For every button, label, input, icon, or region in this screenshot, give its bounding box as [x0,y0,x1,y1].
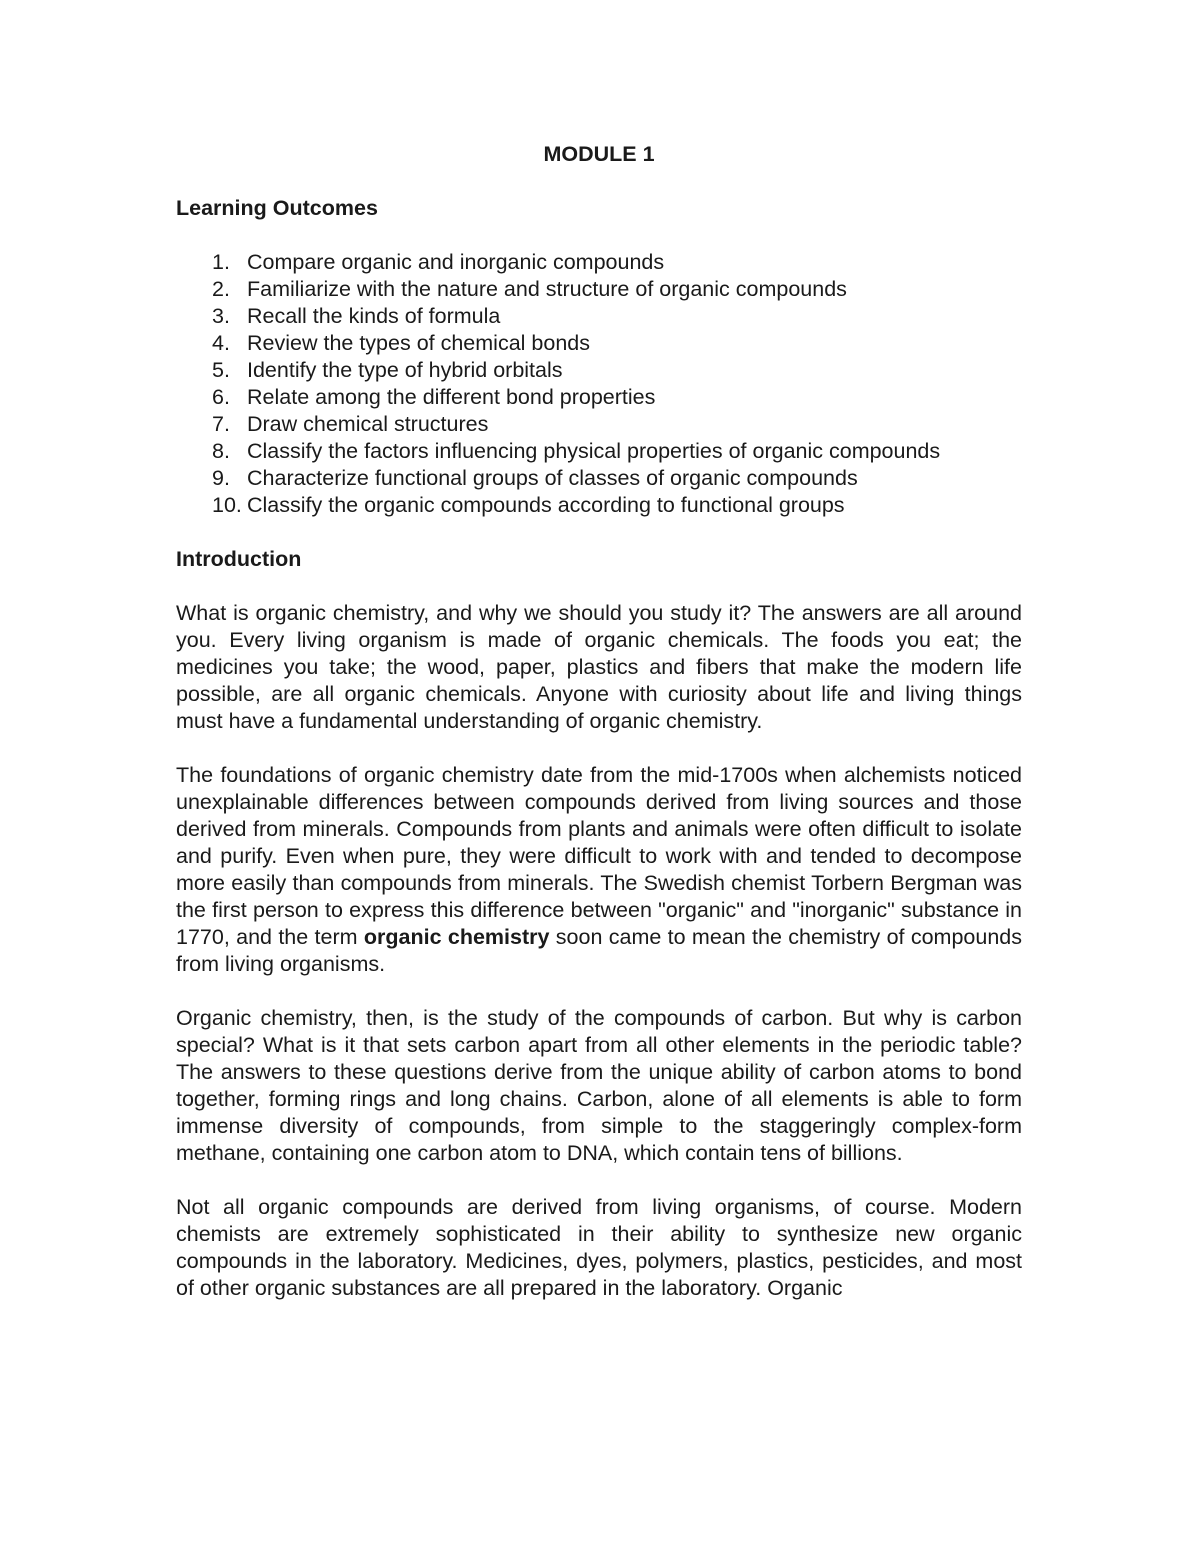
list-item-text: Review the types of chemical bonds [247,331,590,355]
list-item [176,411,1022,438]
learning-outcomes-list [176,249,1022,519]
list-item [176,438,1022,465]
list-item-text: Relate among the different bond properties [247,385,656,409]
list-item [176,465,1022,492]
list-number: 10. [212,493,242,517]
list-number: 5. [212,358,230,382]
list-number: 6. [212,385,230,409]
introduction-heading: Introduction [176,547,302,571]
intro-paragraph-4: Not all organic compounds are derived from living organisms, of course. Modern chemists are extremely sophisticated in their ability to synthesize new organic compounds in the laboratory. Medicines, dyes, polymers, plastics, pesticides, and most of other organic substances are all prepared in the laboratory. Organic [176,1195,1022,1300]
list-item [176,249,1022,276]
list-number: 1. [212,250,230,274]
list-item [176,330,1022,357]
paragraph-text: The foundations of organic chemistry date from the mid-1700s when alchemists noticed unexplainable differences between compounds derived from living sources and those derived from minerals. Compounds from plants and animals were often difficult to isolate and purify. Even when pure, they were difficult to work with and tended to decompose more easily than compounds from minerals. The Swedish chemist Torbern Bergman was the first person to express this difference between "organic" and "inorganic" substance in 1770, and the term [176,763,1022,949]
list-item-text: Identify the type of hybrid orbitals [247,358,563,382]
list-number: 8. [212,439,230,463]
list-item [176,303,1022,330]
bold-term: organic chemistry [363,925,550,949]
list-item-text: Recall the kinds of formula [247,304,501,328]
list-item-text: Characterize functional groups of classes of organic compounds [247,466,858,490]
list-number: 3. [212,304,230,328]
list-item [176,384,1022,411]
list-number: 4. [212,331,230,355]
paragraph-text: soon came to mean the chemistry of compounds from living organisms. [176,925,1022,976]
list-item-text: Compare organic and inorganic compounds [247,250,665,274]
list-item-text: Classify the organic compounds according to functional groups [247,493,845,517]
document-page [176,141,1022,1302]
list-number: 2. [212,277,230,301]
learning-outcomes-heading: Learning Outcomes [176,196,378,220]
list-item [176,276,1022,303]
list-item-text: Classify the factors influencing physical properties of organic compounds [247,439,941,463]
intro-paragraph-2 [176,762,1022,978]
module-title: MODULE 1 [543,142,655,166]
intro-paragraph-3: Organic chemistry, then, is the study of the compounds of carbon. But why is carbon special? What is it that sets carbon apart from all other elements in the periodic table? The answers to these questions derive from the unique ability of carbon atoms to bond together, forming rings and long chains. Carbon, alone of all elements is able to form immense diversity of compounds, from simple to the staggeringly complex-form methane, containing one carbon atom to DNA, which contain tens of billions. [176,1006,1022,1165]
intro-paragraph-1: What is organic chemistry, and why we should you study it? The answers are all around you. Every living organism is made of organic chemicals. The foods you eat; the medicines you take; the wood, paper, plastics and fibers that make the modern life possible, are all organic chemicals. Anyone with curiosity about life and living things must have a fundamental understanding of organic chemistry. [176,601,1022,733]
list-number: 9. [212,466,230,490]
list-item [176,492,1022,519]
list-item-text: Draw chemical structures [247,412,489,436]
list-number: 7. [212,412,230,436]
list-item-text: Familiarize with the nature and structure of organic compounds [247,277,847,301]
list-item [176,357,1022,384]
